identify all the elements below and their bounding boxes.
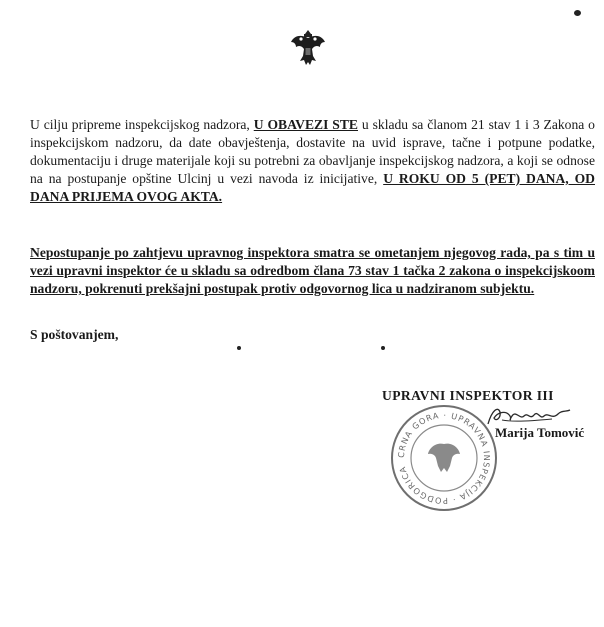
para1-text-c: u skladu sa članom 21 stav 1 i 3 Zakona o inspekcijskom nadzoru, da date obavještenja, dostavite na uvid isprave, tačne i potpune podatke, dokumentaciju i druge materijale koji su potrebni za obavljanje inspekcijskog nadzora, a koji se odnose na na postupanje opštine Ulcinj u vezi navoda iz inicijative, [30, 117, 595, 186]
paragraph-warning: Nepostupanje po zahtjevu upravnog inspektora smatra se ometanjem njegovog rada, pa s tim u vezi upravni inspektor će u skladu sa odredbom člana 73 stav 1 tačka 2 zakona o inspekcijskoom nadzoru, pokrenuti prekšajni postupak protiv odgovornog lica u nadziranom subjektu. [30, 245, 595, 296]
inspector-title: UPRAVNI INSPEKTOR III [382, 388, 554, 403]
para1-deadline: U ROKU OD 5 (PET) DANA, OD DANA PRIJEMA OVOG AKTA. [30, 171, 595, 204]
scan-speck [237, 346, 241, 350]
official-stamp [388, 402, 500, 514]
para1-text-a: U cilju pripreme inspekcijskog nadzora, [30, 117, 254, 132]
scan-speck [381, 346, 385, 350]
greeting: S poštovanjem, [30, 327, 119, 342]
paragraph-request [30, 116, 595, 206]
coat-of-arms-icon [290, 28, 326, 68]
para1-obligation: U OBAVEZI STE [253, 117, 358, 132]
inspector-name: Marija Tomović [495, 425, 585, 440]
stamp-text: CRNA GORA · UPRAVNA INSPEKCIJA · PODGORICA [395, 409, 493, 507]
scan-speck [574, 10, 581, 16]
